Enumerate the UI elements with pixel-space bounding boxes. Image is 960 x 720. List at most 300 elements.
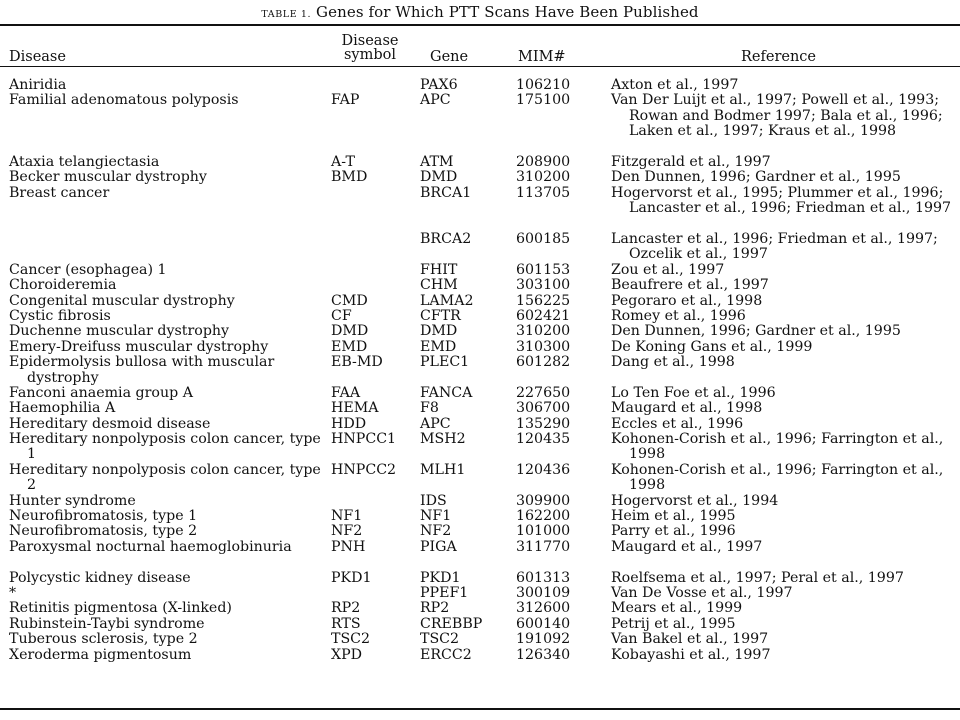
cell-reference-text: De Koning Gans et al., 1999: [611, 338, 813, 355]
cell-reference: [611, 432, 960, 463]
cell-reference: [611, 386, 960, 401]
cell-symbol-text: A-T: [331, 153, 355, 170]
cell-gene-text: PKD1: [420, 569, 461, 586]
cell-gene-text: F8: [420, 400, 439, 417]
cell-gene: [420, 93, 515, 108]
cell-mim: [516, 93, 606, 108]
cell-mim: [516, 524, 606, 539]
cell-gene-text: NF2: [420, 523, 452, 540]
cell-disease-text: Hereditary nonpolyposis colon cancer, type 2: [9, 461, 321, 494]
cell-symbol-text: RTS: [331, 615, 361, 632]
table-row: [0, 571, 960, 586]
cell-gene: [420, 432, 515, 447]
cell-symbol: [331, 540, 419, 555]
cell-symbol: [331, 601, 419, 616]
cell-reference: [611, 263, 960, 278]
cell-gene-text: ERCC2: [420, 646, 472, 663]
cell-disease-text: Retinitis pigmentosa (X-linked): [9, 600, 232, 617]
cell-symbol: [331, 170, 419, 185]
cell-gene: [420, 632, 515, 647]
cell-mim-text: 309900: [516, 492, 571, 509]
cell-mim-text: 101000: [516, 523, 571, 540]
cell-symbol: [331, 617, 419, 632]
table-row: [0, 355, 960, 386]
cell-mim: [516, 78, 606, 93]
cell-disease-text: Duchenne muscular dystrophy: [9, 323, 230, 340]
cell-disease-text: Polycystic kidney disease: [9, 569, 191, 586]
cell-mim-text: 162200: [516, 508, 571, 525]
cell-symbol: [331, 432, 419, 447]
cell-mim: [516, 463, 606, 478]
cell-mim-text: 601282: [516, 354, 571, 371]
cell-reference-text: Eccles et al., 1996: [611, 415, 744, 432]
cell-symbol-text: BMD: [331, 169, 368, 186]
table-row: [0, 601, 960, 616]
cell-reference-text: Van Bakel et al., 1997: [611, 631, 769, 648]
cell-disease: [9, 155, 329, 170]
cell-mim-text: 310200: [516, 169, 571, 186]
genes-table-body: [0, 78, 960, 663]
cell-mim: [516, 494, 606, 509]
cell-mim: [516, 355, 606, 370]
cell-reference-text: Axton et al., 1997: [611, 77, 739, 93]
cell-disease: [9, 648, 329, 663]
table-row: [0, 540, 960, 571]
cell-gene: [420, 494, 515, 509]
cell-gene-text: FANCA: [420, 384, 473, 401]
cell-gene: [420, 170, 515, 185]
cell-gene-text: MSH2: [420, 431, 466, 448]
cell-symbol: [331, 463, 419, 478]
cell-symbol: [331, 417, 419, 432]
table-row: [0, 417, 960, 432]
cell-reference: [611, 524, 960, 539]
cell-reference-text: Beaufrere et al., 1997: [611, 277, 769, 294]
cell-mim: [516, 294, 606, 309]
cell-mim: [516, 386, 606, 401]
cell-gene: [420, 340, 515, 355]
cell-reference-text: Romey et al., 1996: [611, 307, 746, 324]
cell-symbol: [331, 355, 419, 370]
cell-mim-text: 156225: [516, 292, 571, 309]
table-row: [0, 155, 960, 170]
cell-reference-text: Petrij et al., 1995: [611, 615, 736, 632]
cell-disease: [9, 417, 329, 432]
cell-symbol-text: HNPCC1: [331, 431, 397, 448]
cell-gene: [420, 540, 515, 555]
cell-reference-text: Dang et al., 1998: [611, 354, 735, 371]
cell-gene-text: PLEC1: [420, 354, 470, 371]
cell-mim: [516, 617, 606, 632]
cell-symbol-text: PKD1: [331, 569, 372, 586]
header-disease: Disease: [9, 49, 66, 65]
cell-gene: [420, 386, 515, 401]
cell-gene-text: CFTR: [420, 307, 461, 324]
cell-disease-text: Becker muscular dystrophy: [9, 169, 207, 186]
cell-gene: [420, 401, 515, 416]
table-row: [0, 278, 960, 293]
table-row: [0, 586, 960, 601]
cell-symbol-text: EMD: [331, 338, 368, 355]
cell-disease: [9, 601, 329, 616]
table-row: [0, 401, 960, 416]
cell-mim: [516, 263, 606, 278]
cell-disease: [9, 540, 329, 555]
cell-mim: [516, 632, 606, 647]
cell-mim-text: 600140: [516, 615, 571, 632]
cell-mim: [516, 571, 606, 586]
cell-reference-text: Kohonen-Corish et al., 1996; Farrington et al., 1998: [611, 431, 944, 463]
cell-disease: [9, 278, 329, 293]
cell-reference: [611, 324, 960, 339]
cell-disease-text: Breast cancer: [9, 184, 110, 201]
table-row: [0, 78, 960, 93]
cell-reference-text: Lancaster et al., 1996; Friedman et al., 1997; Ozcelik et al., 1997: [611, 230, 938, 263]
cell-reference-text: Den Dunnen, 1996; Gardner et al., 1995: [611, 323, 901, 340]
cell-disease-text: Congenital muscular dystrophy: [9, 292, 235, 309]
cell-reference: [611, 586, 960, 601]
cell-disease: [9, 571, 329, 586]
table-row: [0, 509, 960, 524]
cell-gene-text: IDS: [420, 492, 447, 509]
table-row: [0, 463, 960, 494]
cell-gene: [420, 509, 515, 524]
cell-reference-text: Mears et al., 1999: [611, 600, 743, 617]
cell-mim-text: 600185: [516, 230, 571, 247]
table-row: [0, 93, 960, 155]
cell-gene-text: LAMA2: [420, 292, 474, 309]
cell-symbol: [331, 401, 419, 416]
cell-reference-text: Hogervorst et al., 1995; Plummer et al., 1996; Lancaster et al., 1996; Friedman et al., 1997: [611, 184, 952, 217]
cell-gene-text: PAX6: [420, 77, 458, 93]
cell-reference-text: Parry et al., 1996: [611, 523, 736, 540]
cell-mim-text: 113705: [516, 184, 571, 201]
cell-symbol-text: DMD: [331, 323, 369, 340]
cell-disease: [9, 509, 329, 524]
cell-disease-text: Familial adenomatous polyposis: [9, 92, 239, 109]
cell-gene-text: TSC2: [420, 631, 460, 648]
cell-symbol-text: PNH: [331, 538, 366, 555]
cell-symbol-text: HDD: [331, 415, 367, 432]
cell-mim-text: 175100: [516, 92, 571, 109]
cell-disease: [9, 78, 329, 93]
cell-disease-text: Hunter syndrome: [9, 492, 136, 509]
cell-disease: [9, 586, 329, 601]
cell-gene-text: FHIT: [420, 261, 458, 278]
cell-mim-text: 310300: [516, 338, 571, 355]
table-row: [0, 263, 960, 278]
cell-reference-text: Pegoraro et al., 1998: [611, 292, 763, 309]
cell-symbol: [331, 632, 419, 647]
table-row: [0, 632, 960, 647]
cell-reference: [611, 648, 960, 663]
cell-disease: [9, 524, 329, 539]
cell-gene: [420, 232, 515, 247]
cell-reference: [611, 309, 960, 324]
cell-mim-text: 601153: [516, 261, 571, 278]
cell-disease: [9, 432, 329, 463]
table-row: [0, 494, 960, 509]
header-rule: [0, 66, 960, 67]
cell-gene-text: APC: [420, 92, 451, 109]
cell-disease: [9, 632, 329, 647]
cell-gene: [420, 524, 515, 539]
header-disease-symbol: [336, 34, 404, 62]
cell-mim: [516, 586, 606, 601]
table-row: [0, 186, 960, 232]
cell-mim-text: 306700: [516, 400, 571, 417]
cell-disease-text: Tuberous sclerosis, type 2: [9, 631, 198, 648]
cell-gene: [420, 417, 515, 432]
cell-reference: [611, 155, 960, 170]
cell-symbol: [331, 571, 419, 586]
cell-reference-text: Maugard et al., 1998: [611, 400, 763, 417]
cell-gene-text: PIGA: [420, 538, 457, 555]
cell-gene: [420, 617, 515, 632]
table-row: [0, 617, 960, 632]
cell-symbol-text: FAA: [331, 384, 361, 401]
cell-disease-text: Neurofibromatosis, type 2: [9, 523, 198, 540]
header-gene: Gene: [430, 49, 469, 65]
cell-symbol-text: CMD: [331, 292, 368, 309]
cell-disease: [9, 401, 329, 416]
cell-reference: [611, 494, 960, 509]
cell-mim-text: 303100: [516, 277, 571, 294]
cell-symbol: [331, 648, 419, 663]
cell-symbol-text: RP2: [331, 600, 361, 617]
cell-gene: [420, 355, 515, 370]
cell-symbol: [331, 340, 419, 355]
cell-reference-text: Roelfsema et al., 1997; Peral et al., 1997: [611, 569, 904, 586]
table-row: [0, 386, 960, 401]
cell-mim: [516, 417, 606, 432]
cell-mim-text: 310200: [516, 323, 571, 340]
cell-disease-text: Epidermolysis bullosa with muscular dystrophy: [9, 354, 275, 386]
cell-gene: [420, 294, 515, 309]
cell-gene: [420, 648, 515, 663]
cell-gene: [420, 155, 515, 170]
cell-symbol-text: TSC2: [331, 631, 371, 648]
cell-gene: [420, 278, 515, 293]
cell-mim: [516, 170, 606, 185]
cell-symbol: [331, 509, 419, 524]
cell-reference: [611, 355, 960, 370]
cell-mim-text: 601313: [516, 569, 571, 586]
cell-disease-text: Choroideremia: [9, 277, 117, 294]
cell-symbol: [331, 309, 419, 324]
table-row: [0, 309, 960, 324]
cell-reference-text: Kohonen-Corish et al., 1996; Farrington et al., 1998: [611, 461, 944, 494]
table-row: [0, 294, 960, 309]
cell-reference: [611, 170, 960, 185]
cell-symbol: [331, 294, 419, 309]
cell-symbol-text: CF: [331, 307, 352, 324]
cell-disease-text: Hereditary desmoid disease: [9, 415, 211, 432]
cell-gene-text: DMD: [420, 169, 458, 186]
cell-reference-text: Van Der Luijt et al., 1997; Powell et al., 1993; Rowan and Bodmer 1997; Bala et al., 1996; Laken et al., 1997; Kraus et al., 1998: [611, 92, 943, 140]
cell-reference: [611, 601, 960, 616]
header-symbol-line1: Disease: [341, 33, 399, 49]
cell-symbol: [331, 93, 419, 108]
cell-mim: [516, 324, 606, 339]
cell-disease-text: Neurofibromatosis, type 1: [9, 508, 198, 525]
cell-symbol-text: HNPCC2: [331, 461, 397, 478]
cell-reference-text: Kobayashi et al., 1997: [611, 646, 771, 663]
cell-reference: [611, 93, 960, 139]
cell-gene: [420, 186, 515, 201]
cell-mim-text: 120436: [516, 461, 571, 478]
cell-symbol: [331, 386, 419, 401]
cell-disease: [9, 494, 329, 509]
cell-gene-text: NF1: [420, 508, 452, 525]
cell-reference: [611, 401, 960, 416]
cell-mim-text: 208900: [516, 153, 571, 170]
cell-gene: [420, 78, 515, 93]
cell-mim: [516, 155, 606, 170]
cell-gene: [420, 463, 515, 478]
cell-reference: [611, 340, 960, 355]
cell-mim: [516, 401, 606, 416]
cell-reference: [611, 294, 960, 309]
cell-gene-text: APC: [420, 415, 451, 432]
cell-gene-text: CHM: [420, 277, 458, 294]
cell-disease: [9, 355, 329, 386]
cell-gene-text: RP2: [420, 600, 450, 617]
cell-disease: [9, 309, 329, 324]
top-rule: [0, 24, 960, 26]
cell-disease: [9, 263, 329, 278]
table-caption-title: Genes for Which PTT Scans Have Been Published: [316, 3, 699, 21]
cell-mim: [516, 340, 606, 355]
cell-reference-text: Maugard et al., 1997: [611, 538, 763, 555]
cell-reference-text: Hogervorst et al., 1994: [611, 492, 779, 509]
cell-disease: [9, 294, 329, 309]
table-row: [0, 324, 960, 339]
cell-disease-text: Cystic fibrosis: [9, 307, 111, 324]
cell-gene: [420, 601, 515, 616]
cell-mim-text: 602421: [516, 307, 571, 324]
cell-symbol: [331, 324, 419, 339]
cell-mim-text: 227650: [516, 384, 571, 401]
cell-reference: [611, 232, 960, 263]
cell-gene-text: EMD: [420, 338, 457, 355]
cell-symbol: [331, 155, 419, 170]
cell-disease-text: Emery-Dreifuss muscular dystrophy: [9, 338, 269, 355]
cell-mim-text: 120435: [516, 431, 571, 448]
cell-reference: [611, 417, 960, 432]
cell-disease-text: Xeroderma pigmentosum: [9, 646, 192, 663]
header-reference: Reference: [741, 49, 816, 65]
cell-gene: [420, 586, 515, 601]
cell-disease: [9, 617, 329, 632]
cell-disease-text: Cancer (esophagea) 1: [9, 261, 167, 278]
cell-mim: [516, 232, 606, 247]
table-row: [0, 340, 960, 355]
cell-symbol-text: HEMA: [331, 400, 379, 417]
cell-reference-text: Van De Vosse et al., 1997: [611, 585, 793, 602]
cell-disease: [9, 170, 329, 185]
cell-gene-text: BRCA1: [420, 184, 472, 201]
cell-gene: [420, 263, 515, 278]
cell-reference: [611, 632, 960, 647]
cell-gene: [420, 309, 515, 324]
cell-symbol-text: EB-MD: [331, 354, 383, 371]
cell-disease-text: Hereditary nonpolyposis colon cancer, type 1: [9, 431, 321, 463]
cell-reference-text: Heim et al., 1995: [611, 508, 736, 525]
cell-disease: [9, 386, 329, 401]
cell-mim: [516, 509, 606, 524]
cell-symbol-text: FAP: [331, 92, 360, 109]
cell-reference: [611, 186, 960, 217]
cell-reference: [611, 278, 960, 293]
cell-disease: [9, 463, 329, 494]
cell-gene-text: MLH1: [420, 461, 466, 478]
cell-symbol-text: XPD: [331, 646, 363, 663]
table-row: [0, 170, 960, 185]
cell-mim-text: 126340: [516, 646, 571, 663]
table-row: [0, 432, 960, 463]
cell-gene: [420, 571, 515, 586]
header-mim: MIM#: [518, 49, 566, 65]
cell-mim-text: 191092: [516, 631, 571, 648]
cell-mim: [516, 186, 606, 201]
cell-gene-text: DMD: [420, 323, 458, 340]
cell-gene-text: PPEF1: [420, 585, 469, 602]
cell-reference: [611, 540, 960, 555]
cell-disease: [9, 324, 329, 339]
table-row: [0, 232, 960, 263]
cell-reference: [611, 571, 960, 586]
cell-reference-text: Lo Ten Foe et al., 1996: [611, 384, 776, 401]
cell-gene-text: CREBBP: [420, 615, 483, 632]
cell-reference: [611, 509, 960, 524]
cell-mim-text: 135290: [516, 415, 571, 432]
cell-mim: [516, 648, 606, 663]
cell-disease-text: Aniridia: [9, 77, 67, 93]
table-caption: [0, 3, 960, 24]
cell-reference-text: Zou et al., 1997: [611, 261, 725, 278]
table-row: [0, 524, 960, 539]
table-row: [0, 648, 960, 663]
cell-mim-text: 106210: [516, 77, 571, 93]
cell-disease: [9, 186, 329, 201]
cell-symbol: [331, 524, 419, 539]
cell-reference-text: Fitzgerald et al., 1997: [611, 153, 771, 170]
cell-mim-text: 311770: [516, 538, 571, 555]
cell-symbol-text: NF2: [331, 523, 363, 540]
cell-disease-text: Ataxia telangiectasia: [9, 153, 160, 170]
cell-disease-text: Paroxysmal nocturnal haemoglobinuria: [9, 538, 292, 555]
cell-reference-text: Den Dunnen, 1996; Gardner et al., 1995: [611, 169, 901, 186]
bottom-rule: [0, 708, 960, 710]
cell-symbol-text: NF1: [331, 508, 363, 525]
cell-reference: [611, 463, 960, 494]
cell-disease-text: Fanconi anaemia group A: [9, 384, 193, 401]
table-caption-label: TABLE 1.: [261, 9, 312, 20]
cell-reference: [611, 78, 960, 93]
cell-mim-text: 300109: [516, 585, 571, 602]
cell-gene: [420, 324, 515, 339]
cell-disease-text: Haemophilia A: [9, 400, 116, 417]
cell-gene-text: BRCA2: [420, 230, 472, 247]
cell-gene-text: ATM: [420, 153, 454, 170]
cell-mim: [516, 601, 606, 616]
cell-disease: [9, 93, 329, 108]
cell-mim: [516, 309, 606, 324]
cell-mim: [516, 540, 606, 555]
cell-disease-text: *: [9, 585, 17, 602]
cell-mim-text: 312600: [516, 600, 571, 617]
